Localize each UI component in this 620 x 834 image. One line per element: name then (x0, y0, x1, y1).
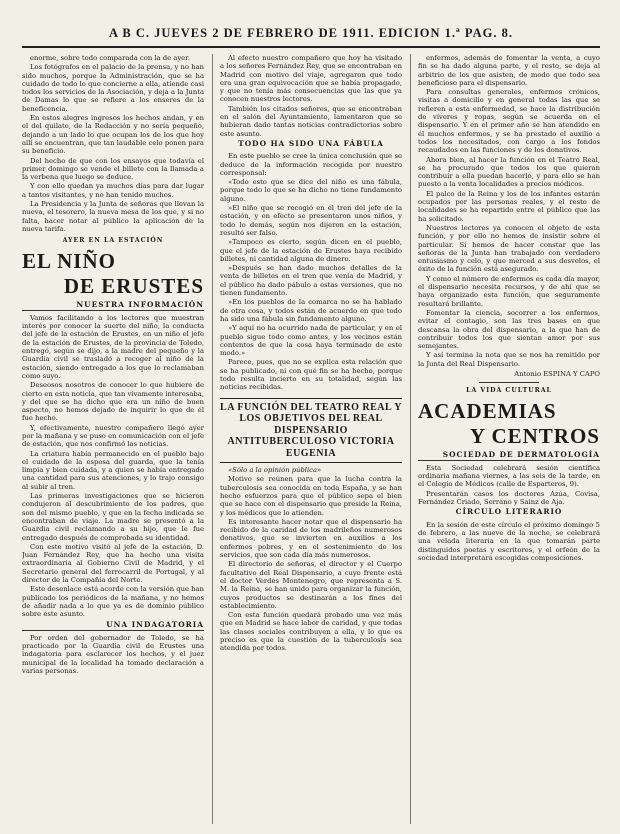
paragraph: Con este motivo visitó al jefe de la estación, D. Juan Fernández Rey, que ha hecho una visita extraordinaria al Gobierno Civil de Madrid, y el Secretario general del ferrocarril de Portugal, y al director de la Compañía del Norte. (22, 542, 204, 585)
paragraph: Al efecto nuestro compañero que hoy ha visitado a los señores Fernández Rey, que se encontraban en Madrid con motivo del viaje, agregaron que todo era una gran equivocación que se había propagado, y que no tenía más consecuencias que las que ya conocen nuestros lectores. (220, 54, 402, 104)
paragraph: Del hecho de que con los ensayos que todavía el primer domingo se vende el billete con la llamada a la verbena que luego se deduce. (22, 156, 204, 182)
paragraph: En la sesión de este círculo el próximo domingo 5 de febrero, a las nueve de la noche, se celebrará una velada literaria en la que tomarán parte distinguidos poetas y escritores, y el orfeón de la sociedad interpretará escogidas composiciones. (418, 520, 600, 562)
paragraph: Es interesante hacer notar que el dispensario ha recibido de la caridad de los madrileños numerosos donativos, que se invierten en auxilios a los enfermos pobres, y en el sostenimiento de los servicios, que son cada día más numerosos. (220, 517, 402, 560)
headline-line-1: EL NIÑO (22, 248, 116, 273)
paragraph: Parece, pues, que no se explica esta relación que se ha publicado, ni con qué fin se ha hecho, porque todo resulta incierto en su totalidad, según las noticias recibidas. (220, 358, 402, 392)
paragraph: »Y aquí no ha ocurrido nada de particular, y en el pueblo sigue todo como antes, y los vecinos están contentos de que la cosa haya terminado de este modo.» (220, 324, 402, 358)
paragraph: Para consultas generales, enfermos crónicos, visitas a domicilio y en general todas las que se refieren a esta enfermedad, se hace la distribución de víveres y ropas, según se acuerda en el dispensario. Y en el primer año se han atendido en él muchos enfermos, y se ha prestado el auxilio a todos los necesitados, con cargo a los fondos recaudados en las funciones y de los donativos. (418, 88, 600, 155)
headline-line-2: Y CENTROS (469, 423, 600, 448)
section-kicker: AYER EN LA ESTACIÓN (62, 237, 164, 245)
subheading: CÍRCULO LITERARIO (455, 507, 563, 517)
subheading: SOCIEDAD DE DERMATOLOGÍA (418, 451, 600, 461)
paragraph: En estos alegres ingresos los hechos andan, y en el del quilate, de la Redacción y no sería pequeño, dejando a un lado lo que ocupan los de los que hoy allí se encuentran, que tan laudable celo ponen para su beneficio. (22, 114, 204, 156)
headline-line-1: ACADEMIAS (418, 398, 557, 423)
article-headline: LA FUNCIÓN DEL TEATRO REAL Y LOS OBJETIVOS DEL REAL DISPENSARIO ANTITUBERCULOSO VICTORIA EUGENIA (220, 398, 402, 464)
column-rule (212, 54, 213, 824)
paragraph: También los citados señores, que se encontraban en el salón del Ayuntamiento, lamentaron que se hubieran dado tantas noticias contradictorias sobre este asunto. (220, 104, 402, 138)
separator (479, 382, 539, 383)
headline-line-2: DE ERUSTES (63, 273, 204, 298)
signature: Antonio ESPINA Y CAPO (514, 369, 600, 378)
paragraph: Las primeras investigaciones que se hicieron condujeron al descubrimiento de los padres, que son del mismo pueblo, y que en la fecha indicada se encontraban de viaje. La madre se presentó a la Guardia civil reclamando a su hijo, que le fue entregado después de comprobada su identidad. (22, 492, 204, 542)
column-3 (418, 54, 600, 824)
paragraph: Y como el número de enfermos es cada día mayor, el dispensario necesita recursos, y de ahí que se haya organizado esta función, que seguramente resultará brillante. (418, 274, 600, 308)
paragraph: Por orden del gobernador de Toledo, se ha practicado por la Guardia civil de Erustes una indagatoria para esclarecer los hechos, y el juez municipal de la localidad ha tomado declaración a varias personas. (22, 633, 204, 675)
paragraph: Nuestros lectores ya conocen el objeto de esta función, y por ello no hemos de insistir sobre el particular. Sí hemos de hacer constar que las señoras de la Junta han trabajado con verdadero entusiasmo y celo, y que merced a sus desvelos, el éxito de la función está asegurado. (418, 223, 600, 274)
paragraph: El directorio de señoras, el director y el Cuerpo facultativo del Real Dispensario, a cuyo frente está el doctor Verdes Montenegro, que representa a S. M. la Reina, se han unido para organizar la función, cuyos productos se destinarán a los fines del establecimiento. (220, 560, 402, 610)
paragraph: Esta Sociedad celebrará sesión científica ordinaria mañana viernes, a las seis de la tarde, en el Colegio de Médicos (calle de Esparteros, 9). (418, 463, 600, 489)
subheading: TODO HA SIDO UNA FÁBULA (238, 138, 384, 148)
paragraph: Y así termina la nota que se nos ha remitido por la Junta del Real Dispensario. (418, 351, 600, 368)
page-header: A B C. JUEVES 2 DE FEBRERO DE 1911. EDICION 1.ª PAG. 8. (108, 26, 514, 40)
section-kicker: LA VIDA CULTURAL (466, 387, 552, 395)
paragraph: Presentarán casos los doctores Azúa, Covisa, Fernández Criado, Serrano y Sainz de Aja. (418, 489, 600, 507)
paragraph: Los fotógrafos en el palacio de la prensa, y no han sido muchos, porque la Administración, que se ha cuidado de todo lo que concierne a ella, atiende casi todos los servicios de la Asociación, y deja a la Junta de Damas lo que se refiere a los enseres de la beneficencia. (22, 63, 204, 113)
paragraph: La criatura había permanecido en el pueblo bajo el cuidado de la esposa del guarda, que la tenía limpia y bien cuidada, y a quien se había entregado una cantidad para sus atenciones, y lo trajo consigo al subir al tren. (22, 449, 204, 491)
paragraph: Fomentar la ciencia, socorrer a los enfermos, evitar el contagio, son las tres bases en que descansa la obra del dispensario, a la que han de contribuir todos los que sientan amor por sus semejantes. (418, 308, 600, 351)
column-2 (220, 54, 402, 824)
paragraph: Deseosos nosotros de conocer lo que hubiere de cierto en esta noticia, que tan vivamente interesaba, y del que se ha dicho que era un niño de buen aspecto, no hemos dejado de inquirir lo que de él fue hecho. (22, 381, 204, 423)
paragraph: Con esta función quedará probado una vez más que en Madrid se hace labor de caridad, y que todas las clases sociales contribuyen a ella, y lo que es preciso es que la cuestión de la tuberculosis sea atendida por todos. (220, 611, 402, 653)
paragraph: »Tampoco es cierto, según dicen en el pueblo, que el jefe de la estación de Erustes haya recibido billetes, ni cantidad alguna de dinero. (220, 238, 402, 263)
paragraph: Motivo se reúnen para que la lucha contra la tuberculosis sea conocida en toda España, y se han hecho esfuerzos para que el público sepa el bien que se hace con el dispensario que preside la Reina, y los médicos que lo atienden. (220, 475, 402, 517)
subheading: UNA INDAGATORIA (22, 621, 204, 631)
paragraph: enorme, sobre todo comparada con la de ayer. (30, 54, 190, 62)
paragraph: En este pueblo se cree la única conclusión que se deduce de la información recogida por nuestro corresponsal: (220, 152, 402, 177)
paragraph: Y con ello quedan ya muchos días para dar lugar a tantos visitantes, y no han tenido muchos. (22, 182, 204, 199)
article-subtitle: «Sólo a la opinión pública» (228, 466, 322, 475)
column-1 (22, 54, 204, 824)
paragraph: Ahora bien, al hacer la función en el Teatro Real, se ha procurado que todos los que quieran contribuir a ella puedan hacerlo, y para ello se han puesto a la venta localidades a precios módicos. (418, 155, 600, 189)
paragraph: enfermos, además de fomentar la venta, a cuyo fin se ha dado alguna parte, y el resto, se deja al arbitrio de los que asisten, de modo que todo sea beneficioso para el dispensario. (418, 54, 600, 87)
paragraph: Vamos facilitando a los lectores que muestran interés por conocer la suerte del niño, la conducta del jefe de la estación de Erustes, en un niño el jefe de la estación de Erustes, de la provincia de Toledo, entregó, según se dijo, a la madre del pequeño y la Guardia civil se trasladó a recoger al niño de la estación, siendo entregado a los que lo reclamaban como suyo. (22, 313, 204, 380)
header-rule (22, 46, 600, 48)
paragraph: »En los pueblos de la comarca no se ha hablado de otra cosa, y todos están de acuerdo en que todo ha sido una fábula sin fundamento alguno. (220, 298, 402, 323)
paragraph: »El niño que se recogió en el tren del jefe de la estación, y en efecto se presentaron unos niños, y todo lo demás, según nos dijeron en la estación, resultó ser falso. (220, 204, 402, 237)
paragraph: Este desenlace está acorde con la versión que han publicado los periódicos de la mañana, y no hemos de añadir nada a lo que ya es de dominio público sobre este asunto. (22, 585, 204, 619)
paragraph: «Todo esto que se dice del niño es una fábula, porque todo lo que se ha dicho no tiene fundamento alguno. (220, 178, 402, 203)
paragraph: La Presidencia y la Junta de señoras que llevan la nueva, el tesorero, la nueva mesa de los que, y si no falta, hacer notar al público la aplicación de la nueva tarifa. (22, 200, 204, 233)
column-rule (410, 54, 411, 824)
paragraph: »Después se han dado muchos detalles de la venta de billetes en el tren que venía de Madrid, y el público ha dado pábulo a estas versiones, que no tienen fundamento. (220, 264, 402, 298)
subheading: NUESTRA INFORMACIÓN (22, 301, 204, 311)
paragraph: El palco de la Reina y los de los infantes estarán ocupados por las personas reales, y el resto de localidades se ha repartido entre el público que las ha solicitado. (418, 189, 600, 223)
paragraph: Y, efectivamente, nuestro compañero llegó ayer por la mañana y se puso en comunicación con el jefe de estación, que nos confirmó las noticias. (22, 423, 204, 449)
